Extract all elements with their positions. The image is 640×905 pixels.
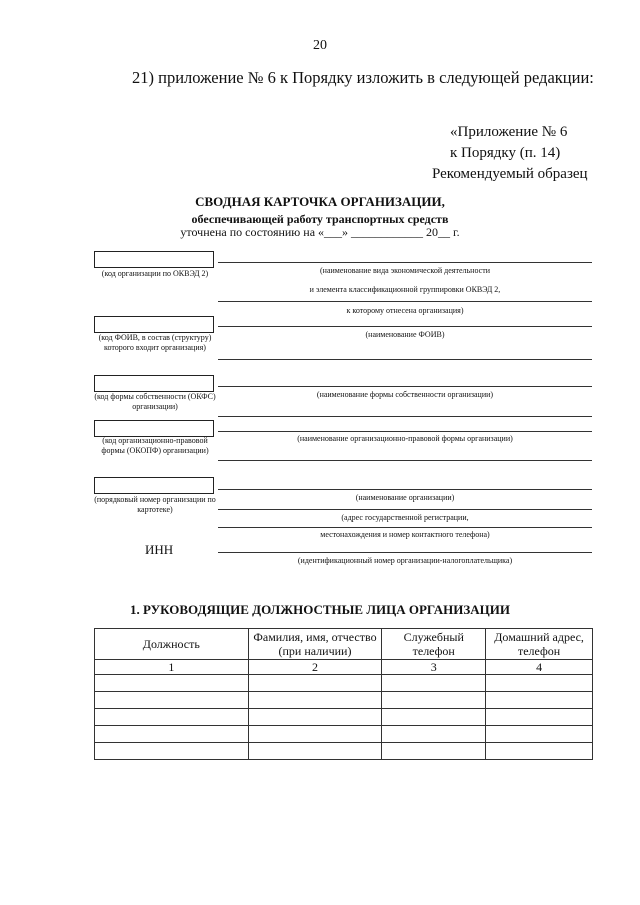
table-cell[interactable] [95, 726, 249, 743]
table-row [95, 743, 593, 760]
table-cell[interactable] [486, 743, 593, 760]
reg-address-line[interactable] [218, 509, 592, 510]
reg-address-caption: (адрес государственной регистрации, [341, 513, 469, 522]
okved-code-box[interactable] [94, 251, 214, 268]
inn-caption: (идентификационный номер организации-налогоплательщика) [297, 556, 513, 565]
table-cell[interactable] [95, 743, 249, 760]
annex-heading [432, 122, 588, 185]
table-cell[interactable] [95, 709, 249, 726]
table-row [95, 726, 593, 743]
table-cell[interactable] [486, 726, 593, 743]
okopf-code-box[interactable] [94, 420, 214, 437]
header-home-address: Домашний адрес, телефон [486, 629, 593, 660]
table-cell[interactable] [248, 726, 382, 743]
header-work-phone: Служебный телефон [382, 629, 486, 660]
activity-caption: (наименование вида экономической деятельности [320, 266, 490, 275]
table-cell[interactable] [248, 743, 382, 760]
location-line[interactable] [218, 527, 592, 528]
section-1-title: 1. РУКОВОДЯЩИЕ ДОЛЖНОСТНЫЕ ЛИЦА ОРГАНИЗАЦИИ [130, 602, 510, 617]
table-row [95, 709, 593, 726]
okopf-extra-line[interactable] [218, 460, 592, 461]
table-cell[interactable] [382, 709, 486, 726]
assigned-caption: к которому отнесена организация) [346, 306, 464, 315]
table-cell[interactable] [382, 743, 486, 760]
column-number: 4 [486, 660, 593, 675]
form-title: СВОДНАЯ КАРТОЧКА ОРГАНИЗАЦИИ, [195, 194, 445, 209]
column-number-row [95, 660, 593, 675]
okved-code-caption: (код организации по ОКВЭД 2) [101, 269, 209, 278]
table-cell[interactable] [486, 692, 593, 709]
table-cell[interactable] [95, 692, 249, 709]
annex-line-2: к Порядку (п. 14) [450, 145, 561, 161]
table-cell[interactable] [382, 726, 486, 743]
foiv-extra-line[interactable] [218, 359, 592, 360]
header-position: Должность [95, 629, 249, 660]
column-number: 2 [248, 660, 382, 675]
form-date-line: уточнена по состоянию на «___» ____________ 20__ г. [180, 225, 460, 239]
form-subtitle: обеспечивающей работу транспортных средств [191, 212, 449, 226]
table-cell[interactable] [486, 675, 593, 692]
table-row [95, 692, 593, 709]
activity-line[interactable] [218, 262, 592, 263]
okopf-name-caption: (наименование организационно-правовой формы организации) [297, 434, 513, 443]
annex-line-3: Рекомендуемый образец [432, 166, 588, 182]
foiv-name-line[interactable] [218, 326, 592, 327]
serial-code-box[interactable] [94, 477, 214, 494]
table-cell[interactable] [248, 675, 382, 692]
org-name-caption: (наименование организации) [355, 493, 455, 502]
classifier-caption: и элемента классификационной группировки ОКВЭД 2, [309, 285, 501, 294]
okopf-code-caption: (код организационно-правовой формы (ОКОПФ) организации) [101, 436, 209, 455]
table-header-row [95, 629, 593, 660]
table-cell[interactable] [95, 675, 249, 692]
foiv-code-caption: (код ФОИВ, в состав (структуру) которого входит организация) [98, 333, 212, 352]
table-cell[interactable] [248, 709, 382, 726]
header-full-name: Фамилия, имя, отчество (при наличии) [248, 629, 382, 660]
inn-line[interactable] [218, 552, 592, 553]
okfs-extra-line[interactable] [218, 416, 592, 417]
okfs-name-caption: (наименование формы собственности организации) [316, 390, 494, 399]
inn-label: ИНН [145, 542, 174, 557]
okopf-name-line[interactable] [218, 431, 592, 432]
officials-table [94, 628, 593, 760]
serial-code-caption: (порядковый номер организации по картотеке) [94, 495, 216, 514]
org-name-line[interactable] [218, 489, 592, 490]
okfs-code-caption: (код формы собственности (ОКФС) организации) [94, 392, 216, 411]
annex-line-1: «Приложение № 6 [450, 124, 568, 140]
okfs-code-box[interactable] [94, 375, 214, 392]
foiv-code-box[interactable] [94, 316, 214, 333]
page-number: 20 [313, 38, 327, 53]
table-cell[interactable] [486, 709, 593, 726]
location-caption: местонахождения и номер контактного телефона) [320, 530, 490, 539]
column-number: 3 [382, 660, 486, 675]
foiv-name-caption: (наименование ФОИВ) [365, 330, 445, 339]
intro-paragraph: 21) приложение № 6 к Порядку изложить в следующей редакции: [132, 68, 594, 87]
table-cell[interactable] [382, 675, 486, 692]
table-cell[interactable] [382, 692, 486, 709]
column-number: 1 [95, 660, 249, 675]
table-row [95, 675, 593, 692]
classifier-line[interactable] [218, 301, 592, 302]
table-cell[interactable] [248, 692, 382, 709]
okfs-name-line[interactable] [218, 386, 592, 387]
